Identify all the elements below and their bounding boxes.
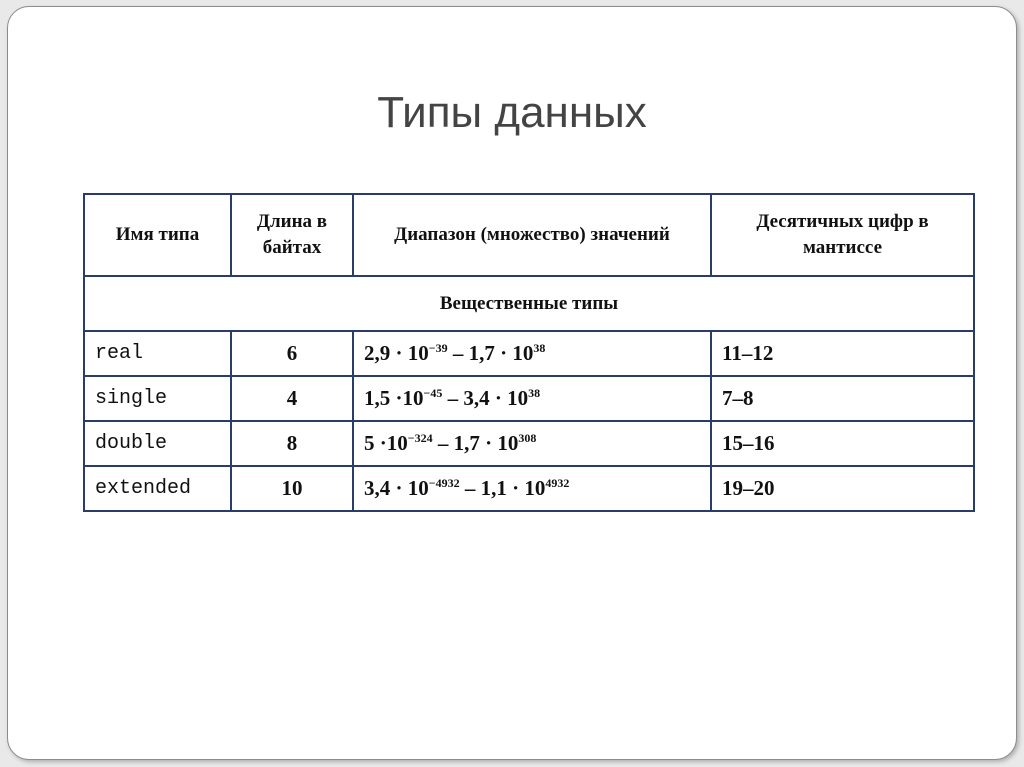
type-name: single	[84, 376, 231, 421]
type-range	[353, 421, 711, 466]
type-digits: 11–12	[711, 331, 974, 376]
type-name: extended	[84, 466, 231, 511]
range-max-exp: 4932	[545, 476, 570, 490]
range-min-exp: −324	[407, 431, 433, 445]
range-min-exp: −39	[428, 341, 448, 355]
section-row	[84, 276, 974, 331]
type-digits: 7–8	[711, 376, 974, 421]
range-max-exp: 38	[528, 386, 541, 400]
range-min-exp: −4932	[428, 476, 460, 490]
table-row	[84, 376, 974, 421]
range-max-exp: 38	[533, 341, 546, 355]
type-digits: 19–20	[711, 466, 974, 511]
type-range	[353, 466, 711, 511]
type-name: double	[84, 421, 231, 466]
range-min: 5 ·10	[364, 431, 408, 455]
table-header-row	[84, 194, 974, 276]
range-max: – 1,1 · 10	[459, 476, 546, 500]
range-min-exp: −45	[423, 386, 443, 400]
range-max: – 3,4 · 10	[442, 386, 529, 410]
type-digits: 15–16	[711, 421, 974, 466]
header-length: Длина в байтах	[231, 194, 353, 276]
table-row	[84, 331, 974, 376]
range-min: 3,4 · 10	[364, 476, 429, 500]
range-max: – 1,7 · 10	[447, 341, 534, 365]
type-bytes: 4	[231, 376, 353, 421]
type-range	[353, 331, 711, 376]
range-min: 2,9 · 10	[364, 341, 429, 365]
header-range: Диапазон (множество) значений	[353, 194, 711, 276]
type-range	[353, 376, 711, 421]
type-bytes: 8	[231, 421, 353, 466]
table-row	[84, 466, 974, 511]
range-max-exp: 308	[518, 431, 537, 445]
header-digits: Десятичных цифр в мантиссе	[711, 194, 974, 276]
table-row	[84, 421, 974, 466]
section-label: Вещественные типы	[84, 276, 974, 331]
type-bytes: 6	[231, 331, 353, 376]
type-name: real	[84, 331, 231, 376]
range-min: 1,5 ·10	[364, 386, 424, 410]
range-max: – 1,7 · 10	[432, 431, 519, 455]
slide-title: Типы данных	[377, 88, 647, 137]
type-bytes: 10	[231, 466, 353, 511]
data-types-table	[83, 193, 975, 512]
header-type-name: Имя типа	[84, 194, 231, 276]
